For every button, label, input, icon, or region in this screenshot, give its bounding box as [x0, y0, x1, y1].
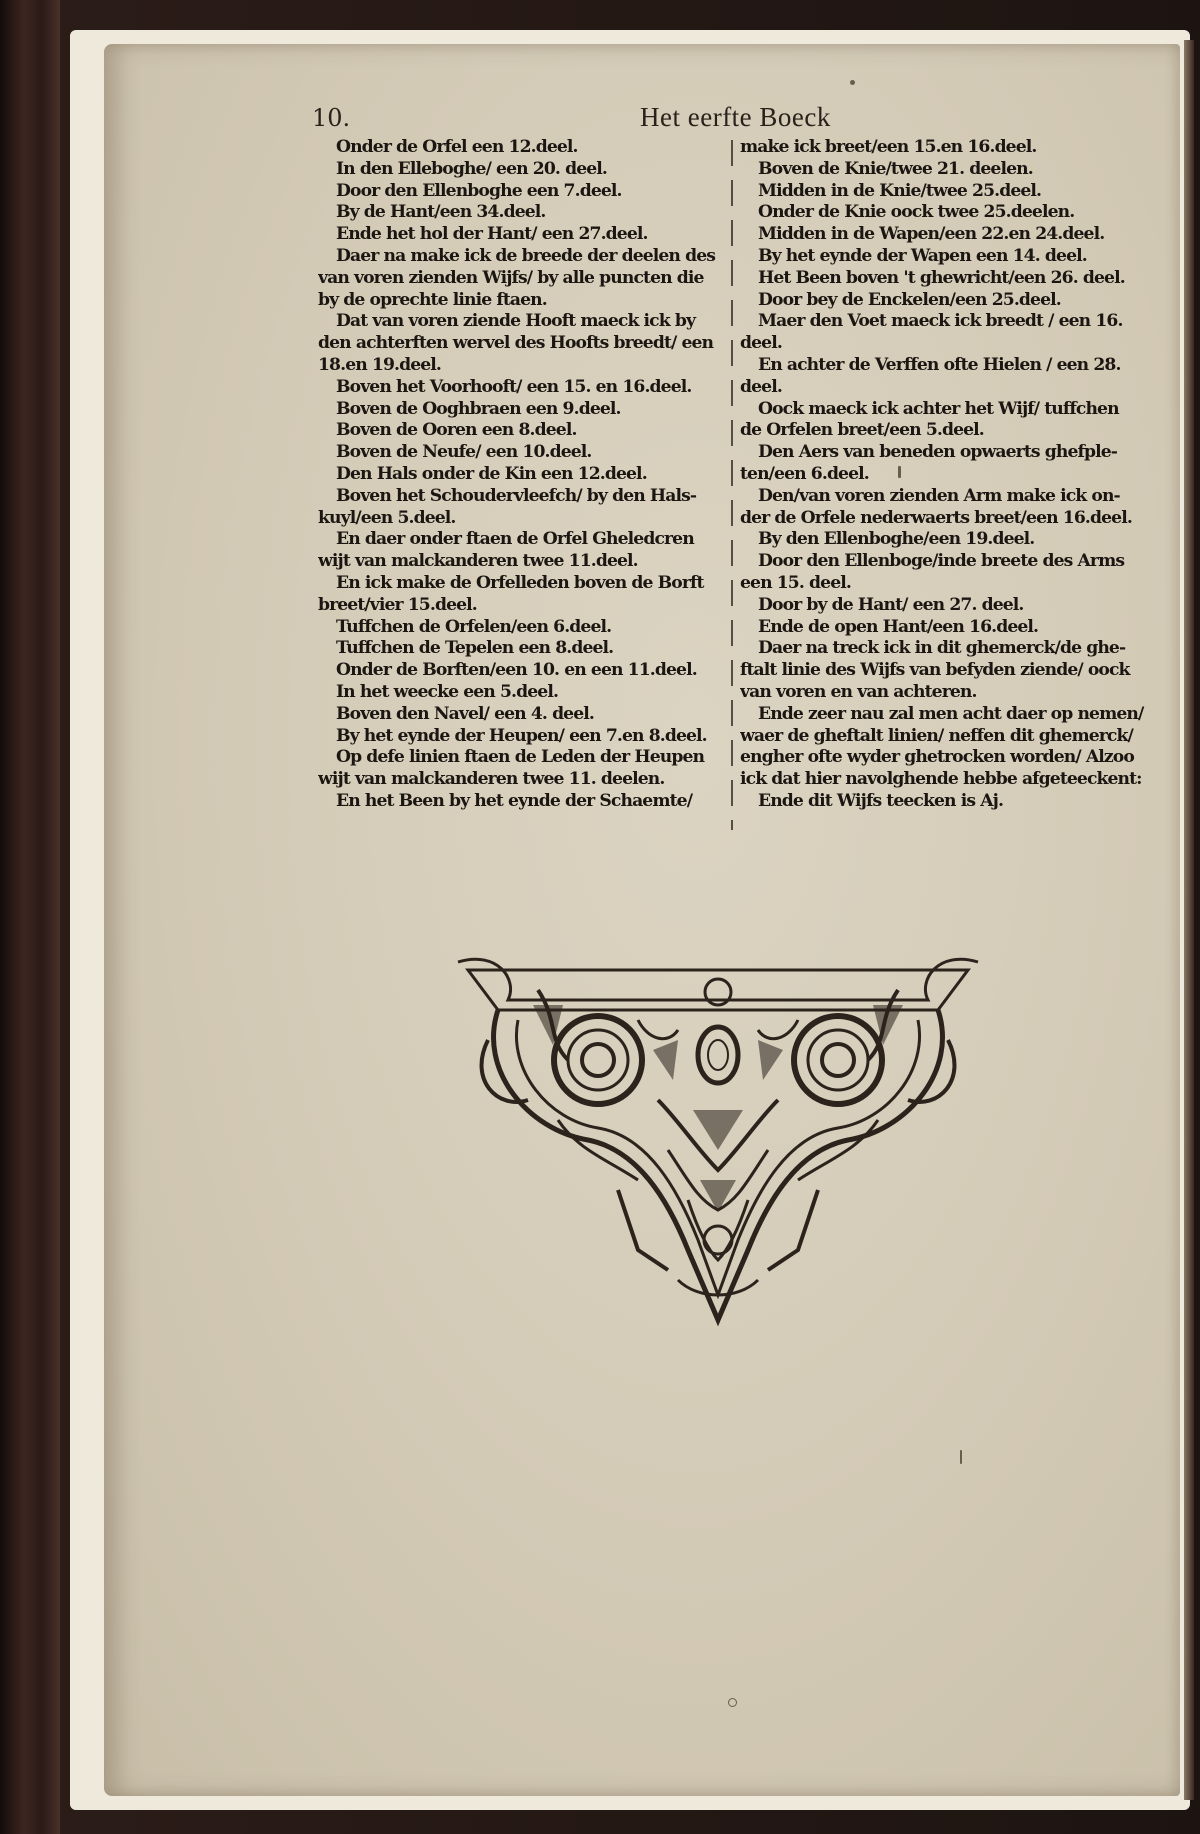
text-line: breet/vier 15.deel.: [318, 594, 477, 615]
paper-speck: [728, 1698, 737, 1707]
woodcut-tailpiece-ornament: [438, 950, 998, 1340]
text-line: een 15. deel.: [740, 572, 851, 593]
cover-edge: [1184, 40, 1194, 1800]
text-line: van voren en van achteren.: [740, 681, 977, 702]
text-line: Tuffchen de Orfelen/een 6.deel.: [336, 616, 612, 637]
text-line: Daer na treck ick in dit ghemerck/de ghe-: [758, 638, 1126, 659]
text-line: den achterften wervel des Hoofts breedt/ een: [318, 333, 714, 354]
right-text-column: [740, 137, 1152, 813]
text-line: Den Hals onder de Kin een 12.deel.: [336, 463, 647, 484]
text-line: En ick make de Orfelleden boven de Borft: [336, 572, 704, 593]
text-line: Onder de Knie oock twee 25.deelen.: [758, 202, 1075, 223]
text-line: Oock maeck ick achter het Wijf/ tuffchen: [758, 398, 1119, 419]
text-line: Onder de Borften/een 10. en een 11.deel.: [336, 660, 697, 681]
text-line: In den Elleboghe/ een 20. deel.: [336, 158, 607, 179]
folio-number: 10.: [312, 104, 351, 132]
text-line: wijt van malckanderen twee 11. deelen.: [318, 769, 665, 790]
text-line: Ende de open Hant/een 16.deel.: [758, 616, 1039, 637]
text-line: Door den Ellenboghe een 7.deel.: [336, 180, 622, 201]
text-line: make ick breet/een 15.en 16.deel.: [740, 137, 1037, 157]
text-line: En achter de Verffen ofte Hielen / een 28.: [758, 354, 1121, 375]
running-title: Het eerfte Boeck: [640, 102, 831, 132]
text-line: By den Ellenboghe/een 19.deel.: [758, 529, 1035, 550]
text-line: Midden in de Knie/twee 25.deel.: [758, 180, 1042, 201]
paper-speck: [960, 1450, 962, 1464]
text-line: By het eynde der Heupen/ een 7.en 8.deel.: [336, 725, 707, 746]
text-line: Onder de Orfel een 12.deel.: [336, 137, 578, 157]
text-line: kuyl/een 5.deel.: [318, 507, 456, 528]
text-line: Boven de Ooghbraen een 9.deel.: [336, 398, 621, 419]
text-line: Tuffchen de Tepelen een 8.deel.: [336, 638, 614, 659]
paper-speck: [898, 466, 901, 478]
text-line: Den Aers van beneden opwaerts ghefple-: [758, 442, 1117, 463]
text-line: Door by de Hant/ een 27. deel.: [758, 594, 1024, 615]
text-line: engher ofte wyder ghetrocken worden/ Alzoo: [740, 747, 1134, 768]
text-line: In het weecke een 5.deel.: [336, 681, 559, 702]
text-line: Boven het Voorhooft/ een 15. en 16.deel.: [336, 376, 692, 397]
text-line: deel.: [740, 376, 782, 397]
text-line: By de Hant/een 34.deel.: [336, 202, 546, 223]
text-line: Den/van voren zienden Arm make ick on-: [758, 485, 1120, 506]
text-line: wijt van malckanderen twee 11.deel.: [318, 551, 638, 572]
text-line: Op defe linien ftaen de Leden der Heupen: [336, 747, 705, 768]
text-line: En daer onder ftaen de Orfel Gheledcren: [336, 529, 694, 550]
text-line: ftalt linie des Wijfs van befyden ziende/ oock: [740, 660, 1130, 681]
text-line: Daer na make ick de breede der deelen des: [336, 245, 716, 266]
text-line: by de oprechte linie ftaen.: [318, 289, 547, 310]
text-line: Boven de Ooren een 8.deel.: [336, 420, 577, 441]
text-line: Het Been boven 't ghewricht/een 26. deel.: [758, 267, 1125, 288]
text-line: waer de gheftalt linien/ neffen dit ghemerck/: [740, 725, 1133, 746]
text-line: Boven de Knie/twee 21. deelen.: [758, 158, 1033, 179]
left-text-column: [318, 137, 726, 813]
text-line: Maer den Voet maeck ick breedt / een 16.: [758, 311, 1123, 332]
book-binding: [0, 0, 60, 1834]
text-line: Boven den Navel/ een 4. deel.: [336, 703, 594, 724]
text-line: van voren zienden Wijfs/ by alle puncten die: [318, 267, 704, 288]
text-line: Boven de Neufe/ een 10.deel.: [336, 442, 592, 463]
text-line: By het eynde der Wapen een 14. deel.: [758, 245, 1087, 266]
text-line: Boven het Schoudervleefch/ by den Hals-: [336, 485, 697, 506]
running-head: [312, 100, 872, 136]
text-line: Dat van voren ziende Hooft maeck ick by: [336, 311, 696, 332]
text-line: der de Orfele nederwaerts breet/een 16.deel.: [740, 507, 1132, 528]
paper-speck: [850, 80, 855, 85]
text-line: En het Been by het eynde der Schaemte/: [336, 790, 693, 811]
text-line: ten/een 6.deel.: [740, 463, 869, 484]
text-line: de Orfelen breet/een 5.deel.: [740, 420, 984, 441]
column-rule: [731, 140, 733, 830]
text-line: Ende het hol der Hant/ een 27.deel.: [336, 224, 648, 245]
text-line: 18.en 19.deel.: [318, 354, 442, 375]
text-line: Door bey de Enckelen/een 25.deel.: [758, 289, 1061, 310]
text-line: Ende zeer nau zal men acht daer op nemen/: [758, 703, 1144, 724]
text-line: Door den Ellenboge/inde breete des Arms: [758, 551, 1125, 572]
text-line: Midden in de Wapen/een 22.en 24.deel.: [758, 224, 1105, 245]
text-line: Ende dit Wijfs teecken is Aj.: [758, 790, 1004, 811]
text-line: deel.: [740, 333, 782, 354]
text-line: ick dat hier navolghende hebbe afgeteeckent:: [740, 769, 1142, 790]
